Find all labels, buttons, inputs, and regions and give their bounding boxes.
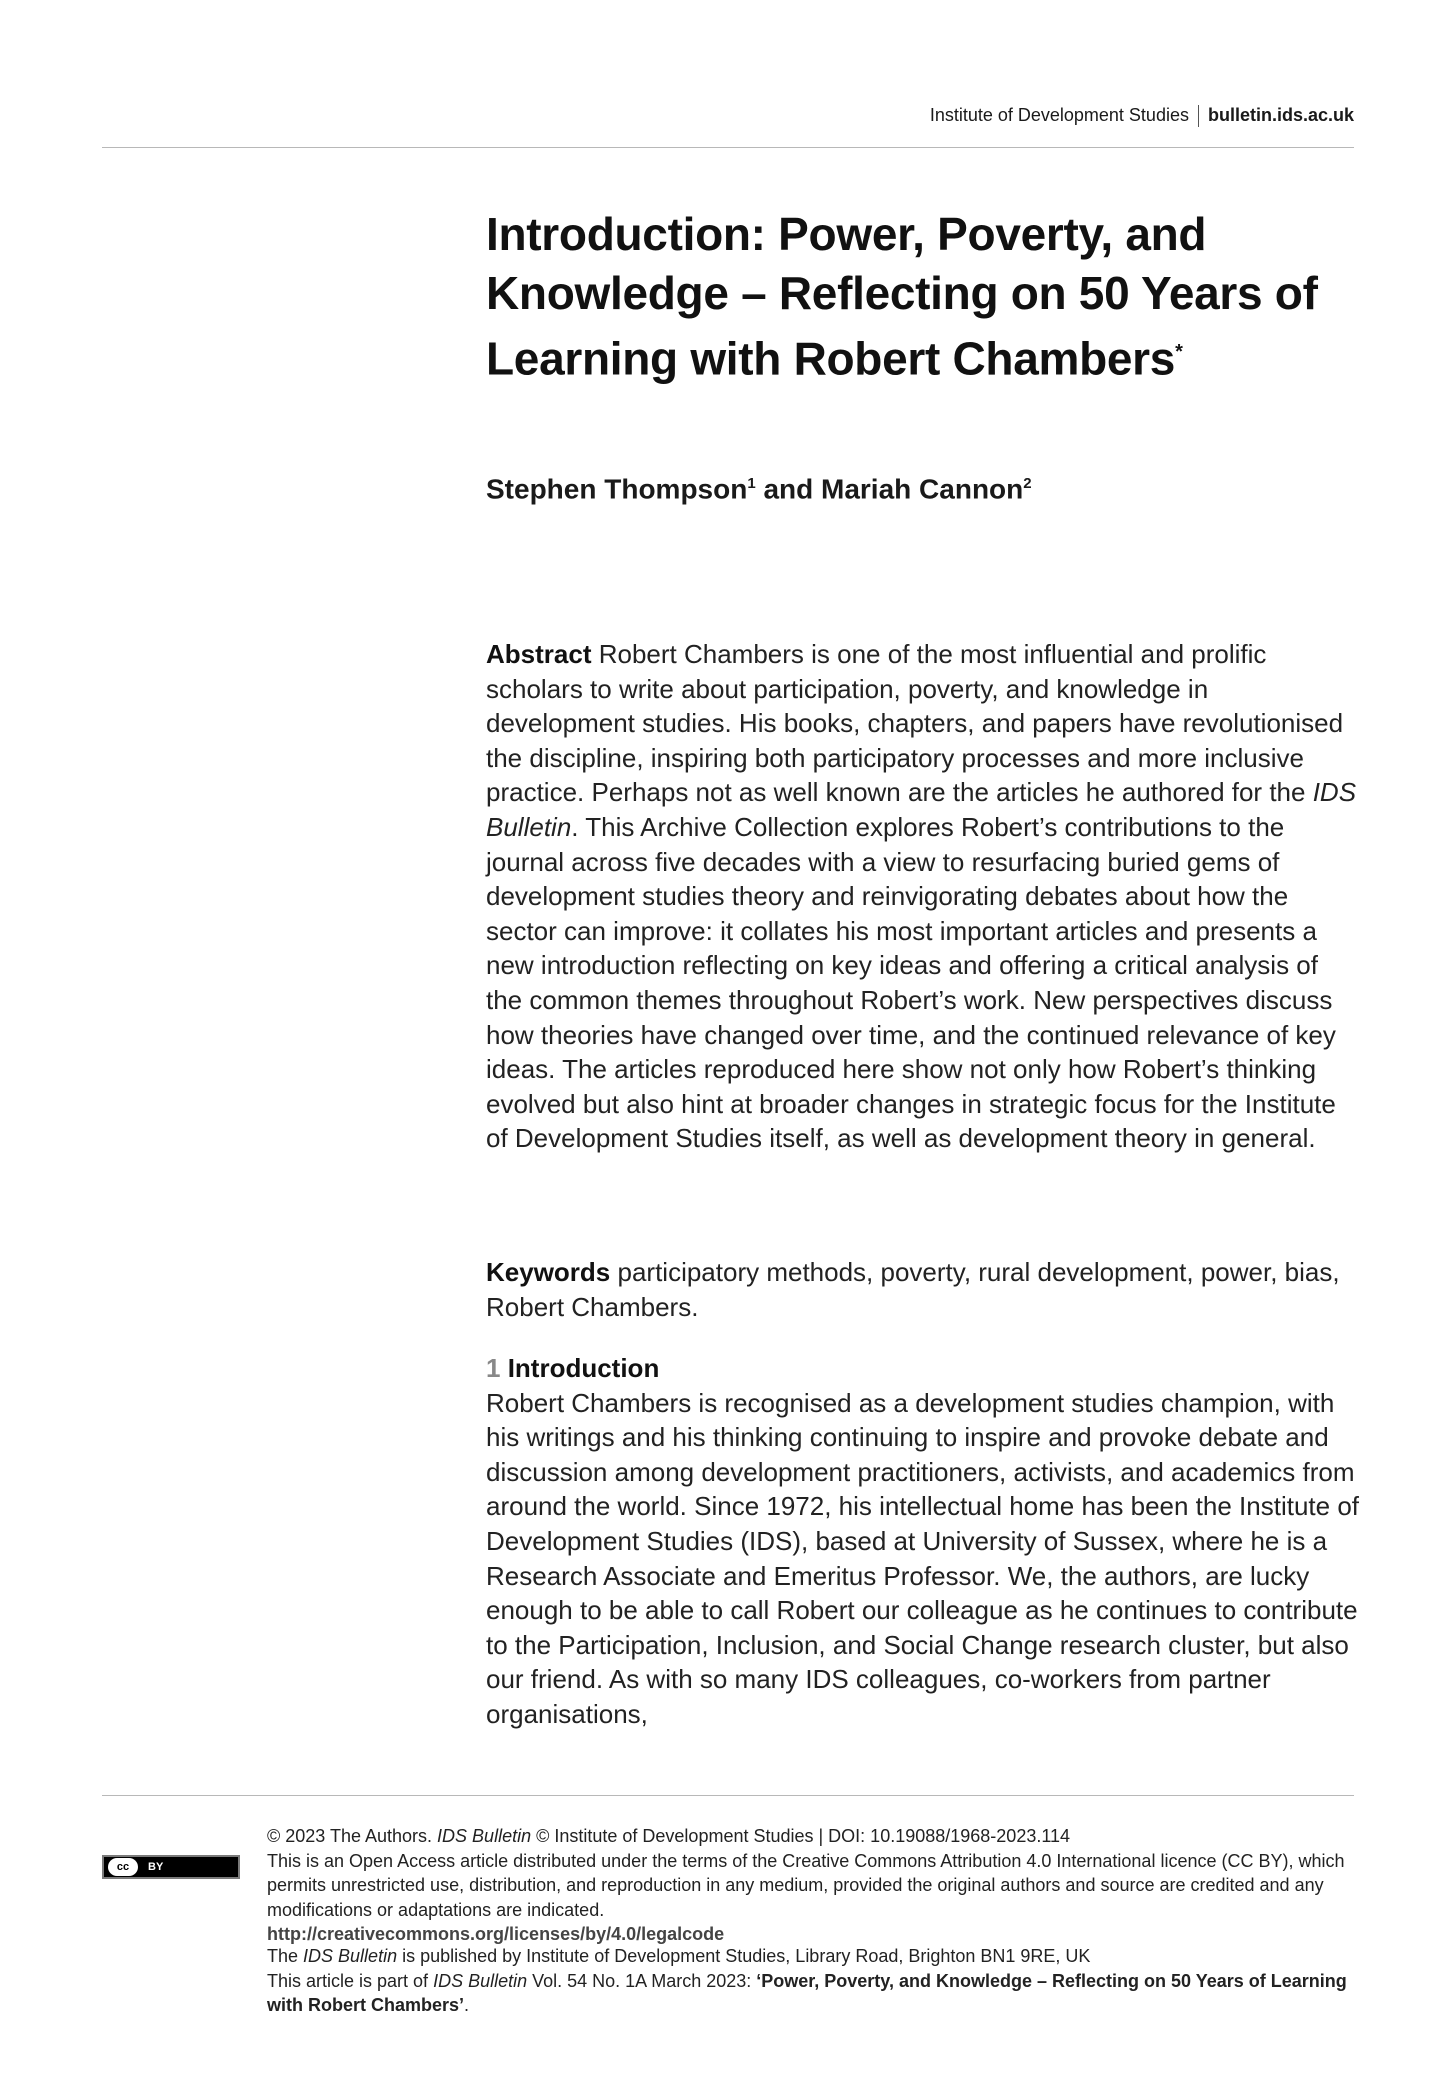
abstract-label: Abstract: [486, 639, 592, 669]
publication-notice: [267, 1944, 1357, 2018]
copyright-notice: [267, 1824, 1357, 1947]
issue-line: [267, 1969, 1357, 2018]
issue-title: ‘Power, Poverty, and Knowledge – Reflecting on 50 Years of Learning with Robert Chambers’: [267, 1970, 1347, 2015]
keywords: [486, 1255, 1361, 1324]
journal-name: IDS Bulletin: [486, 777, 1357, 842]
header-rule: [102, 147, 1354, 148]
license-text: This is an Open Access article distributed under the terms of the Creative Commons Attribution 4.0 International licence (CC BY), which permits unrestricted use, distribution, and reproduction in any medium, provided the original authors and source are credited and any modifications or adaptations are indicated.: [267, 1850, 1345, 1920]
journal-name: IDS Bulletin: [433, 1970, 528, 1991]
abstract: [486, 637, 1361, 1156]
author-name: Stephen Thompson: [486, 473, 748, 505]
author-affiliation-mark: 1: [747, 475, 756, 492]
keywords-label: Keywords: [486, 1257, 611, 1287]
abstract-paragraph: [486, 637, 1361, 1156]
publisher-address: is published by Institute of Development Studies, Library Road, Brighton BN1 9RE, UK: [397, 1946, 1091, 1966]
copyright-text: © 2023 The Authors.: [267, 1826, 438, 1846]
author-name: Mariah Cannon: [821, 473, 1024, 505]
title-footnote-mark: *: [1175, 341, 1183, 363]
keywords-text: participatory methods, poverty, rural development, power, bias, Robert Chambers.: [486, 1257, 1340, 1322]
publisher-line: [267, 1944, 1357, 1969]
abstract-text: Robert Chambers is one of the most influential and prolific scholars to write about participation, poverty, and knowledge in development studies. His books, chapters, and papers have revolutionised the discipline, inspiring both participatory processes and more inclusive practice. Perhaps not as well known are the articles he authored for the: [486, 639, 1344, 808]
license-url-link[interactable]: http://creativecommons.org/licenses/by/4.0/legalcode: [267, 1924, 725, 1944]
keywords-paragraph: [486, 1255, 1361, 1324]
section-number: 1: [486, 1353, 501, 1383]
issue-text: This article is part of: [267, 1970, 434, 1991]
author-join: and: [755, 473, 822, 505]
abstract-text: . This Archive Collection explores Robert’s contributions to the journal across five decades with a view to resurfacing buried gems of development studies theory and reinvigorating debates about how the sector can improve: it collates his most important articles and presents a new introduction reflecting on key ideas and offering a critical analysis of the common themes throughout Robert’s work. New perspectives discuss how theories have changed over time, and the continued relevance of key ideas. The articles reproduced here show not only how Robert’s thinking evolved but also hint at broader changes in strategic focus for the Institute of Development Studies itself, as well as development theory in general.: [486, 811, 1336, 1154]
footer-rule: [102, 1795, 1354, 1796]
introduction-paragraph: Robert Chambers is recognised as a development studies champion, with his writings and his thinking continuing to inspire and provoke debate and discussion among development practitioners, activists, and academics from around the world. Since 1972, his intellectual home has been the Institute of Development Studies (IDS), based at University of Sussex, where he is a Research Associate and Emeritus Professor. We, the authors, are lucky enough to be able to call Robert our colleague as he continues to contribute to the Participation, Inclusion, and Social Change research cluster, but also our friend. As with so many IDS colleagues, co-workers from partner organisations,: [486, 1387, 1360, 1729]
publisher-text: The: [267, 1946, 304, 1966]
section-heading-text: Introduction: [500, 1353, 660, 1383]
header-site-link[interactable]: bulletin.ids.ac.uk: [1207, 105, 1354, 125]
section-heading: [486, 1351, 1361, 1386]
journal-name: IDS Bulletin: [437, 1826, 532, 1846]
issue-end: .: [464, 1995, 470, 2015]
issue-volume: Vol. 54 No. 1A March 2023:: [527, 1970, 757, 1991]
introduction-section: [486, 1351, 1361, 1732]
article-title-text: Introduction: Power, Poverty, and Knowledge – Reflecting on 50 Years of Learning with Robert Chambers: [486, 208, 1318, 385]
author-affiliation-mark: 2: [1023, 475, 1032, 492]
doi-text: © Institute of Development Studies | DOI: 10.19088/1968-2023.114: [531, 1826, 1071, 1846]
header-institute: Institute of Development Studies: [929, 105, 1189, 125]
copyright-line: [267, 1824, 1357, 1849]
running-header: [0, 104, 1354, 127]
cc-by-license-icon[interactable]: [102, 1855, 240, 1879]
article-title: [486, 205, 1366, 388]
header-divider: [1198, 105, 1199, 127]
by-label: BY: [148, 1861, 164, 1873]
journal-name: IDS Bulletin: [303, 1946, 398, 1966]
cc-icon: cc: [108, 1858, 138, 1876]
author-line: [486, 466, 1032, 507]
